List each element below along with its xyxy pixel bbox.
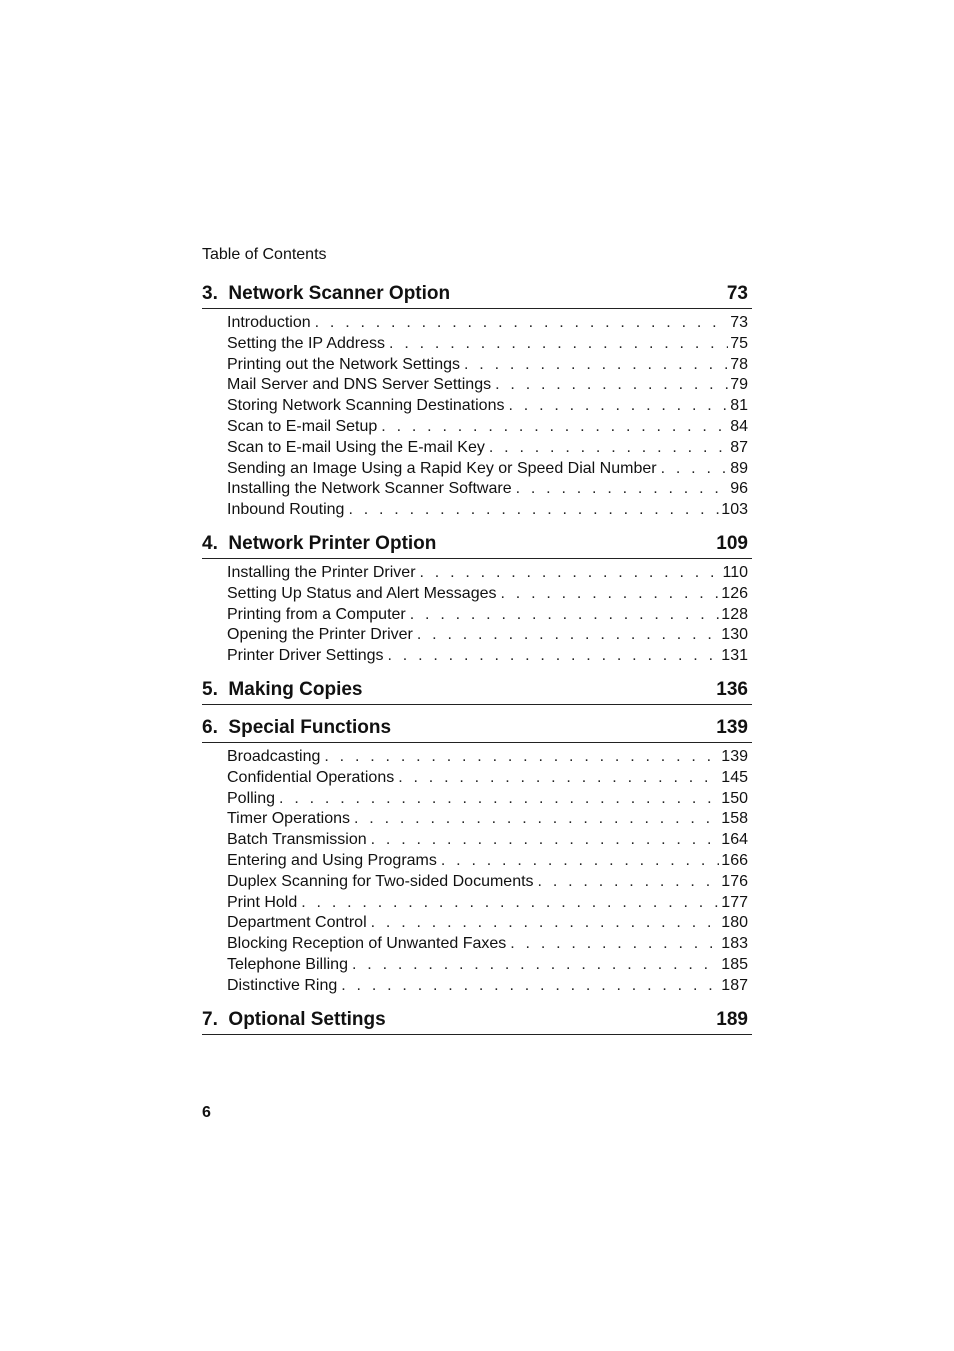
toc-section [202, 679, 752, 705]
entry-label: Timer Operations [227, 810, 350, 828]
entry-label: Inbound Routing [227, 501, 345, 519]
entry-label: Printing from a Computer [227, 605, 406, 623]
entry-page-number: 145 [721, 768, 748, 786]
chapter-number: 7. [202, 1008, 218, 1030]
chapter-heading[interactable] [202, 1009, 752, 1035]
chapter-title-text: Network Scanner Option [228, 283, 451, 304]
dot-leader [301, 893, 719, 914]
running-header: Table of Contents [202, 246, 327, 263]
chapter-title-text: Optional Settings [228, 1008, 386, 1030]
entry-page-number: 73 [730, 314, 748, 331]
entry-list [202, 309, 752, 521]
entry-page-number: 150 [721, 789, 748, 807]
toc-entry[interactable] [227, 417, 748, 438]
chapter-page-number: 189 [716, 1008, 748, 1030]
entry-list [202, 743, 752, 997]
table-of-contents [202, 283, 752, 1047]
dot-leader [348, 500, 719, 521]
chapter-number: 5. [202, 678, 218, 700]
toc-entry[interactable] [227, 872, 748, 893]
toc-entry[interactable] [227, 438, 748, 459]
entry-page-number: 187 [721, 976, 748, 994]
dot-leader [279, 789, 719, 810]
dot-leader [371, 913, 720, 934]
dot-leader [315, 313, 729, 334]
entry-label: Polling [227, 789, 276, 807]
entry-label: Telephone Billing [227, 955, 348, 973]
toc-entry[interactable] [227, 375, 748, 396]
chapter-heading[interactable] [202, 679, 752, 705]
toc-entry[interactable] [227, 563, 748, 584]
entry-label: Printing out the Network Settings [227, 355, 461, 373]
chapter-title-text: Special Functions [228, 716, 392, 738]
entry-label: Print Hold [227, 893, 298, 911]
dot-leader [516, 479, 729, 500]
entry-page-number: 75 [730, 334, 748, 352]
toc-entry[interactable] [227, 334, 748, 355]
entry-label: Printer Driver Settings [227, 647, 384, 665]
chapter-page-number: 136 [716, 678, 748, 700]
entry-page-number: 103 [721, 501, 748, 519]
entry-label: Installing the Printer Driver [227, 563, 416, 581]
entry-page-number: 183 [721, 935, 748, 953]
entry-page-number: 158 [721, 810, 748, 828]
toc-entry[interactable] [227, 976, 748, 997]
page-number: 6 [202, 1104, 211, 1121]
chapter-number: 4. [202, 532, 218, 554]
entry-page-number: 180 [721, 914, 748, 932]
toc-section [202, 533, 752, 667]
toc-entry[interactable] [227, 396, 748, 417]
toc-entry[interactable] [227, 768, 748, 789]
entry-page-number: 96 [730, 480, 748, 498]
dot-leader [389, 334, 728, 355]
chapter-heading[interactable] [202, 533, 752, 559]
entry-page-number: 84 [730, 417, 748, 435]
dot-leader [464, 355, 728, 376]
chapter-title [202, 1009, 386, 1031]
toc-entry[interactable] [227, 934, 748, 955]
toc-entry[interactable] [227, 313, 748, 334]
entry-page-number: 79 [730, 376, 748, 394]
entry-label: Department Control [227, 914, 367, 932]
chapter-title [202, 533, 436, 555]
entry-label: Blocking Reception of Unwanted Faxes [227, 935, 507, 953]
entry-page-number: 81 [730, 397, 748, 415]
entry-list [202, 559, 752, 667]
entry-label: Setting the IP Address [227, 334, 386, 352]
dot-leader [417, 625, 719, 646]
dot-leader [510, 934, 719, 955]
entry-page-number: 89 [730, 459, 748, 477]
entry-page-number: 130 [721, 626, 748, 644]
entry-page-number: 164 [721, 831, 748, 849]
dot-leader [495, 375, 728, 396]
dot-leader [441, 851, 719, 872]
toc-entry[interactable] [227, 500, 748, 521]
toc-entry[interactable] [227, 355, 748, 376]
entry-label: Scan to E-mail Using the E-mail Key [227, 438, 485, 456]
chapter-page-number: 109 [716, 532, 748, 554]
dot-leader [352, 955, 719, 976]
dot-leader [500, 584, 719, 605]
entry-label: Entering and Using Programs [227, 851, 437, 869]
dot-leader [410, 605, 720, 626]
chapter-title [202, 717, 391, 739]
chapter-heading[interactable] [202, 283, 752, 309]
entry-label: Confidential Operations [227, 768, 395, 786]
chapter-number: 6. [202, 716, 218, 738]
toc-entry[interactable] [227, 584, 748, 605]
toc-entry[interactable] [227, 605, 748, 626]
entry-page-number: 126 [721, 584, 748, 602]
toc-entry[interactable] [227, 459, 748, 480]
entry-label: Duplex Scanning for Two-sided Documents [227, 872, 534, 890]
entry-label: Sending an Image Using a Rapid Key or Speed Dial Number [227, 459, 657, 477]
entry-label: Setting Up Status and Alert Messages [227, 584, 497, 602]
toc-entry[interactable] [227, 913, 748, 934]
dot-leader [371, 830, 720, 851]
entry-page-number: 128 [721, 605, 748, 623]
dot-leader [324, 747, 719, 768]
dot-leader [661, 459, 729, 480]
dot-leader [381, 417, 728, 438]
entry-page-number: 131 [721, 647, 748, 665]
chapter-heading[interactable] [202, 717, 752, 743]
entry-page-number: 176 [721, 872, 748, 890]
chapter-title [202, 283, 450, 305]
entry-label: Storing Network Scanning Destinations [227, 397, 505, 415]
toc-section [202, 283, 752, 521]
toc-entry[interactable] [227, 646, 748, 667]
chapter-title-text: Network Printer Option [228, 532, 437, 554]
dot-leader [388, 646, 720, 667]
dot-leader [341, 976, 719, 997]
entry-label: Distinctive Ring [227, 976, 338, 994]
toc-entry[interactable] [227, 893, 748, 914]
chapter-title-text: Making Copies [228, 678, 363, 700]
toc-entry[interactable] [227, 789, 748, 810]
chapter-title [202, 679, 363, 701]
entry-page-number: 139 [721, 747, 748, 765]
toc-entry[interactable] [227, 747, 748, 768]
entry-label: Opening the Printer Driver [227, 626, 413, 644]
dot-leader [398, 768, 719, 789]
dot-leader [489, 438, 728, 459]
dot-leader [354, 809, 719, 830]
dot-leader [420, 563, 721, 584]
entry-page-number: 87 [730, 438, 748, 456]
dot-leader [538, 872, 720, 893]
entry-label: Mail Server and DNS Server Settings [227, 376, 492, 394]
entry-label: Batch Transmission [227, 831, 367, 849]
chapter-page-number: 73 [726, 283, 748, 304]
toc-entry[interactable] [227, 625, 748, 646]
chapter-number: 3. [202, 283, 218, 304]
entry-label: Broadcasting [227, 747, 321, 765]
toc-section [202, 717, 752, 997]
dot-leader [508, 396, 728, 417]
toc-section [202, 1009, 752, 1035]
entry-label: Introduction [227, 314, 311, 331]
entry-page-number: 78 [730, 355, 748, 373]
entry-label: Scan to E-mail Setup [227, 417, 378, 435]
chapter-page-number: 139 [716, 716, 748, 738]
entry-page-number: 185 [721, 955, 748, 973]
toc-entry[interactable] [227, 830, 748, 851]
entry-page-number: 166 [721, 851, 748, 869]
entry-page-number: 177 [721, 893, 748, 911]
toc-entry[interactable] [227, 955, 748, 976]
entry-label: Installing the Network Scanner Software [227, 480, 512, 498]
toc-entry[interactable] [227, 851, 748, 872]
toc-entry[interactable] [227, 479, 748, 500]
toc-entry[interactable] [227, 809, 748, 830]
entry-page-number: 110 [722, 563, 748, 581]
